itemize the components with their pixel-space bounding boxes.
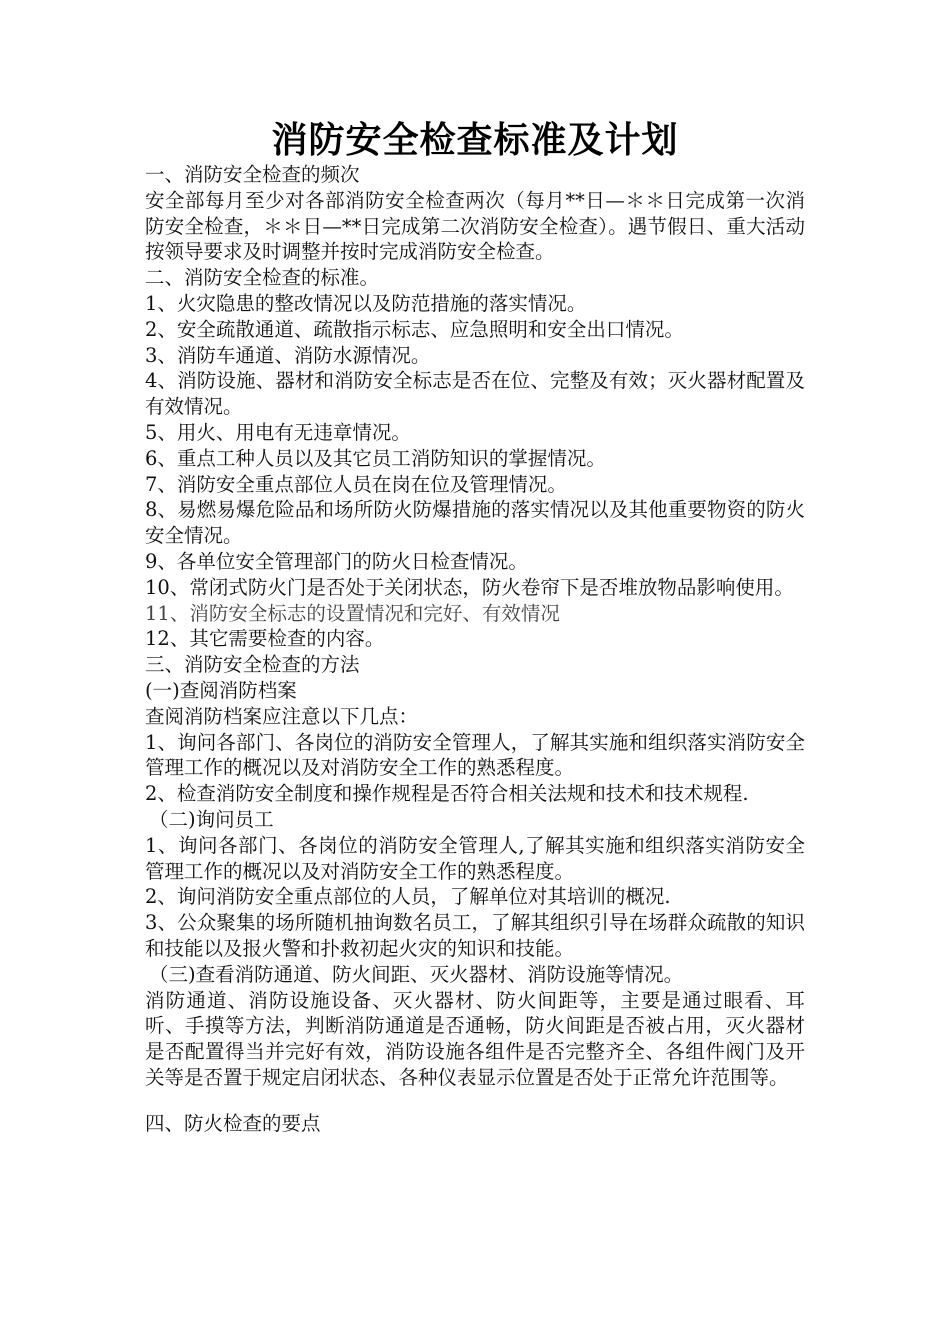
paragraph: 消防通道、消防设施设备、灭火器材、防火间距等，主要是通过眼看、耳听、手摸等方法，判断消防通道是否通畅，防火间距是否被占用，灭火器材是否配置得当并完好有效，消防设施各组件是否完整齐全、各组件阀门及开关等是否置于规定启闭状态、各种仪表显示位置是否处于正常允许范围等。 <box>145 988 805 1089</box>
list-item: 1、询问各部门、各岗位的消防安全管理人，了解其实施和组织落实消防安全管理工作的概况以及对消防安全工作的熟悉程度。 <box>145 730 805 780</box>
section-heading-frequency: 一、消防安全检查的频次 <box>145 163 360 186</box>
section-heading-standards: 二、消防安全检查的标准。 <box>145 266 380 290</box>
list-item: 1、询问各部门、各岗位的消防安全管理人,了解其实施和组织落实消防安全管理工作的概况以及对消防安全工作的熟悉程度。 <box>145 833 805 883</box>
list-item: 8、易燃易爆危险品和场所防火防爆措施的落实情况以及其他重要物资的防火安全情况。 <box>145 498 805 548</box>
list-item: 4、消防设施、器材和消防安全标志是否在位、完整及有效；灭火器材配置及有效情况。 <box>145 369 805 419</box>
document-body <box>145 162 805 1136</box>
list-item: 3、消防车通道、消防水源情况。 <box>145 343 431 367</box>
list-item: 9、各单位安全管理部门的防火日检查情况。 <box>145 549 528 573</box>
list-item: 2、检查消防安全制度和操作规程是否符合相关法规和技术和技术规程. <box>145 782 749 806</box>
list-item: 10、常闭式防火门是否处于关闭状态，防火卷帘下是否堆放物品影响使用。 <box>145 575 794 599</box>
subsection-heading: （三)查看消防通道、防火间距、灭火器材、消防设施等情况。 <box>149 962 684 986</box>
paragraph: 安全部每月至少对各部消防安全检查两次（每月**日—＊＊日完成第一次消防安全检查，＊＊日—**日完成第二次消防安全检查）。遇节假日、重大活动按领导要求及时调整并按时完成消防安全检查。 <box>145 188 805 264</box>
subsection-heading: （二)询问员工 <box>149 807 274 831</box>
list-item: 5、用火、用电有无违章情况。 <box>145 420 411 444</box>
list-item: 12、其它需要检查的内容。 <box>145 627 385 651</box>
subsection-heading: (一)查阅消防档案 <box>145 678 297 702</box>
list-item: 1、火灾隐患的整改情况以及防范措施的落实情况。 <box>145 291 587 315</box>
list-item: 3、公众聚集的场所随机抽询数名员工，了解其组织引导在场群众疏散的知识和技能以及报火警和扑救初起火灾的知识和技能。 <box>145 911 805 960</box>
paragraph: 查阅消防档案应注意以下几点： <box>145 704 419 728</box>
list-item: 2、询问消防安全重点部位的人员，了解单位对其培训的概况. <box>145 885 671 909</box>
list-item: 11、消防安全标志的设置情况和完好、有效情况 <box>145 601 560 625</box>
section-heading-methods: 三、消防安全检查的方法 <box>145 653 360 677</box>
list-item: 2、安全疏散通道、疏散指示标志、应急照明和安全出口情况。 <box>145 317 684 341</box>
list-item: 6、重点工种人员以及其它员工消防知识的掌握情况。 <box>145 446 606 470</box>
document-title: 消防安全检查标准及计划 <box>271 119 679 161</box>
list-item: 7、消防安全重点部位人员在岗在位及管理情况。 <box>145 472 567 496</box>
section-heading-key-points: 四、防火检查的要点 <box>145 1111 321 1135</box>
